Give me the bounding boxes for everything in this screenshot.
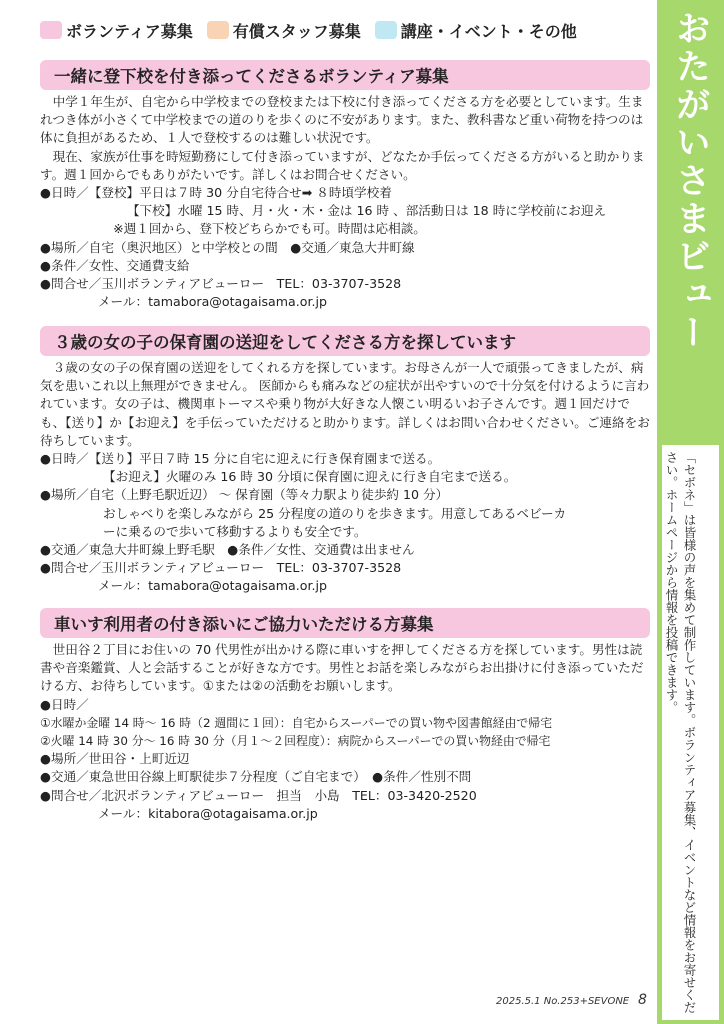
section-1-condition: ●条件／女性、交通費支給 — [40, 257, 190, 273]
section-2-place-detail-2: ーに乗るので歩いて移動するよりも安全です。 — [103, 523, 367, 539]
legend-events — [375, 19, 577, 42]
sidebar-info-text: 「セボネ」は皆様の声を集めて制作しています。ボランティア募集、イベントなど情報をお寄せください。ホームページから情報を投稿できます。 — [664, 451, 697, 1014]
sidebar-title: おたがいさまビュー — [670, 10, 711, 352]
section-3-paragraph-1: 世田谷２丁目にお住いの 70 代男性が出かける際に車いすを押してくださる方を探しています。男性は読書や音楽鑑賞、人と会話することが好きな方です。男性とお話を楽しみながらお出掛けに付き添っていただける方、お待ちしています。①または②の活動をお願いします。 — [40, 642, 644, 694]
section-2-transport: ●交通／東急大井町線上野毛駅 ●条件／女性、交通費は出ません — [40, 542, 415, 558]
section-1-title: 一緒に登下校を付き添ってくださるボランティア募集 — [54, 67, 449, 86]
section-1-paragraph-2: 現在、家族が仕事を時短勤務にして付き添っていますが、どなたか手伝ってくださる方がいると助かります。週１回からでもありがたいです。詳しくはお問合せください。 — [40, 148, 645, 182]
category-legend — [40, 17, 591, 43]
section-3-header — [40, 608, 650, 638]
section-2-paragraph-1: ３歳の女の子の保育園の送迎をしてくれる方を探しています。お母さんが一人で頑張ってきましたが、病気を患いこれ以上無理ができません。 医師からも痛みなどの症状が出やすいので十分気を付けるように言われています。女の子は、機関車トーマスや乗り物が大好きな人懐こい明るいお子さんです。週１回だけでも、【送り】か【お迎え】を手伝っていただけると助かります。詳しくはお問い合わせください。ご連絡をお待ちしています。 — [40, 360, 650, 448]
section-2-header — [40, 326, 650, 356]
legend-paid-staff — [207, 19, 361, 42]
legend-label-paid-staff: 有償スタッフ募集 — [232, 21, 361, 41]
section-3-email: メール：kitabora@otagaisama.or.jp — [97, 805, 318, 821]
section-1-header — [40, 60, 650, 90]
section-1-email: メール：tamabora@otagaisama.or.jp — [97, 294, 327, 310]
legend-label-events: 講座・イベント・その他 — [400, 21, 577, 41]
section-3-body — [40, 641, 654, 823]
legend-label-volunteer: ボランティア募集 — [66, 21, 193, 41]
legend-swatch-events — [375, 21, 397, 39]
section-3-transport: ●交通／東急世田谷線上町駅徒歩７分程度（ご自宅まで） ●条件／性別不問 — [40, 769, 472, 785]
section-1-place: ●場所／自宅（奥沢地区）と中学校との間 ●交通／東急大井町線 — [40, 239, 415, 255]
legend-volunteer — [40, 19, 193, 42]
section-3-contact: ●問合せ／北沢ボランティアビューロー 担当 小島 TEL：03-3420-2520 — [40, 787, 477, 803]
section-2-datetime: ●日時／【送り】平日７時 15 分に自宅に迎えに行き保育園まで送る。 — [40, 451, 441, 467]
section-1-datetime: ●日時／【登校】平日は７時 30 分自宅待合せ➡ ８時頃学校着 — [40, 185, 392, 201]
section-2-place-detail-1: おしゃべりを楽しみながら 25 分程度の道のりを歩きます。用意してあるベビーカ — [103, 505, 567, 521]
section-2-title: ３歳の女の子の保育園の送迎をしてくださる方を探しています — [54, 333, 516, 352]
section-2-body — [40, 359, 654, 596]
legend-swatch-volunteer — [40, 21, 62, 39]
section-2-contact: ●問合せ／玉川ボランティアビューロー TEL：03-3707-3528 — [40, 560, 402, 576]
page-number: 8 — [638, 992, 647, 1008]
issue-info: 2025.5.1 No.253+SEVONE — [496, 996, 630, 1007]
section-1-note: ※週１回から、登下校どちらかでも可。時間は応相談。 — [113, 221, 426, 237]
section-1-body — [40, 93, 654, 311]
section-3-option-1: ①水曜か金曜 14 時～ 16 時（2 週間に１回）：自宅からスーパーでの買い物や図書館経由で帰宅 — [40, 715, 553, 730]
section-1-contact: ●問合せ／玉川ボランティアビューロー TEL：03-3707-3528 — [40, 276, 402, 292]
section-1-datetime-return: 【下校】水曜 15 時、月・火・木・金は 16 時 、部活動日は 18 時に学校前にお迎え — [126, 203, 607, 219]
section-2-email: メール：tamabora@otagaisama.or.jp — [97, 578, 327, 594]
sidebar-info-panel — [662, 445, 719, 1020]
section-3-title: 車いす利用者の付き添いにご協力いただける方募集 — [54, 615, 434, 634]
section-1-paragraph-1: 中学１年生が、自宅から中学校までの登校または下校に付き添ってくださる方を必要としています。生まれつき体が小さくて中学校までの道のりを歩くのに不安があります。また、教科書など重い荷物を持つのは体に負担があるため、１人で登校するのは難しい状況です。 — [40, 94, 644, 146]
section-3-place: ●場所／世田谷・上町近辺 — [40, 751, 190, 767]
legend-swatch-paid-staff — [207, 21, 229, 39]
section-2-datetime-pickup: 【お迎え】火曜のみ 16 時 30 分頃に保育園に迎えに行き自宅まで送る。 — [103, 469, 517, 485]
section-2-place: ●場所／自宅（上野毛駅近辺） ～ 保育園（等々力駅より徒歩約 10 分） — [40, 487, 449, 503]
section-3-datetime: ●日時／ — [40, 696, 89, 712]
section-3-option-2: ②火曜 14 時 30 分～ 16 時 30 分（月１～２回程度）：病院からスーパーでの買い物経由で帰宅 — [40, 734, 551, 749]
